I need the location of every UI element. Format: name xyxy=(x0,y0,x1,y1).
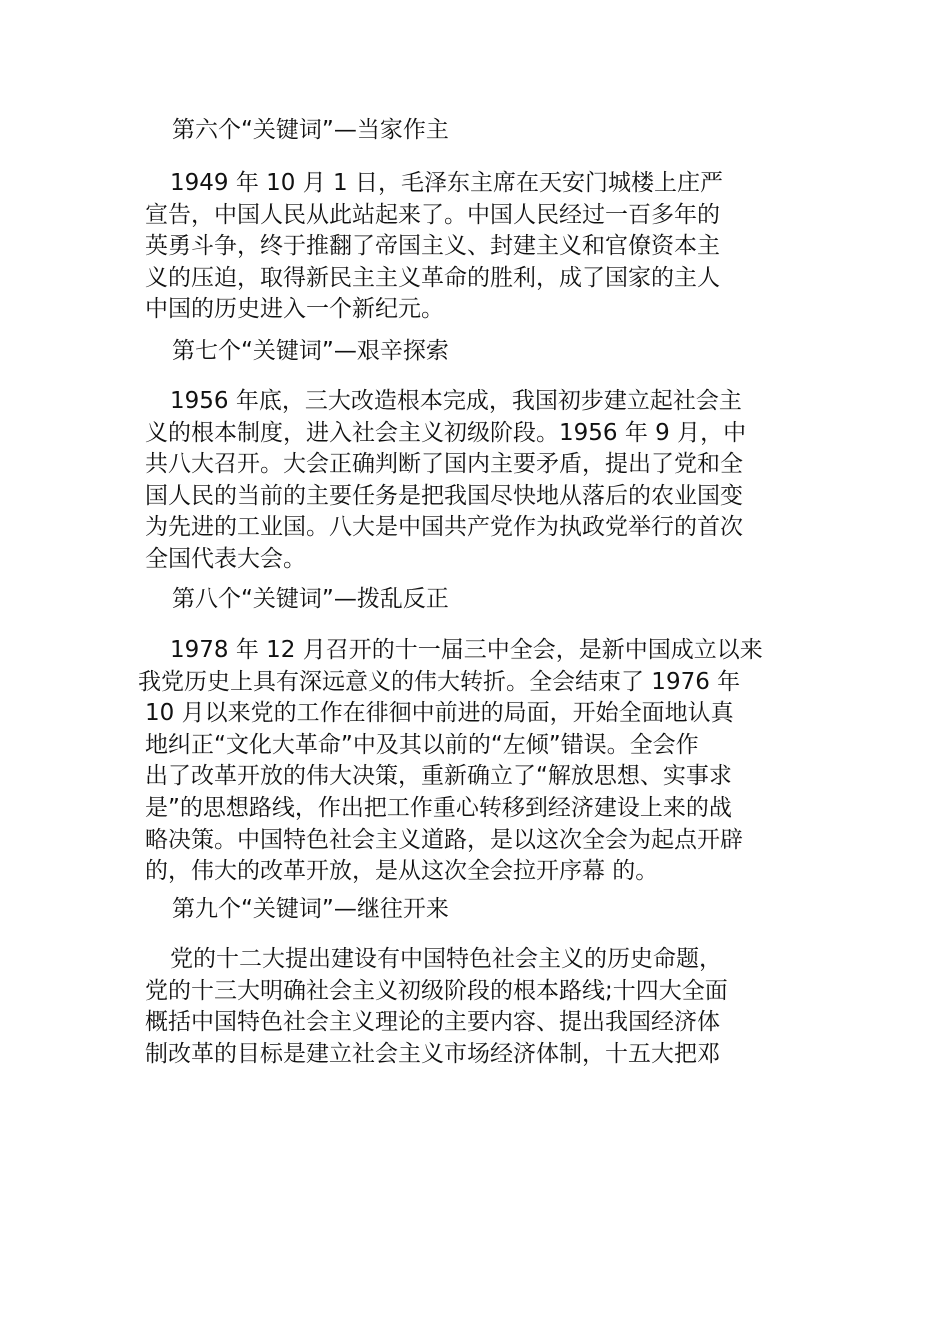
paragraph-line: 的，伟大的改革开放，是从这次全会拉开序幕 的。 xyxy=(145,858,659,885)
paragraph-line: 概括中国特色社会主义理论的主要内容、提出我国经济体 xyxy=(145,1009,720,1036)
paragraph-line: 1978 年 12 月召开的十一届三中全会，是新中国成立以来 xyxy=(170,637,763,663)
paragraph-line: 我党历史上具有深远意义的伟大转折。全会结束了 1976 年 xyxy=(138,668,741,695)
section-heading-7: 第七个“关键词”—艰辛探索 xyxy=(172,338,449,364)
section-paragraph-9 xyxy=(138,944,818,1070)
paragraph-line: 1956 年底，三大改造根本完成，我国初步建立起社会主 xyxy=(170,388,742,414)
paragraph-line: 义的根本制度，进入社会主义初级阶段。1956 年 9 月，中 xyxy=(145,419,747,446)
paragraph-line: 国人民的当前的主要任务是把我国尽快地从落后的农业国变 xyxy=(145,482,743,509)
paragraph-line: 1949 年 10 月 1 日，毛泽东主席在天安门城楼上庄严 xyxy=(170,170,723,196)
section-paragraph-6 xyxy=(138,168,818,326)
paragraph-line: 为先进的工业国。八大是中国共产党作为执政党举行的首次 xyxy=(145,514,743,541)
paragraph-line: 义的压迫，取得新民主主义革命的胜利，成了国家的主人 xyxy=(145,264,720,291)
paragraph-line: 英勇斗争，终于推翻了帝国主义、封建主义和官僚资本主 xyxy=(145,233,720,260)
section-heading-9: 第九个“关键词”—继往开来 xyxy=(172,896,449,922)
paragraph-line: 出了改革开放的伟大决策，重新确立了“解放思想、实事求 xyxy=(145,763,732,790)
paragraph-line: 共八大召开。大会正确判断了国内主要矛盾，提出了党和全 xyxy=(145,451,743,478)
paragraph-line: 党的十三大明确社会主义初级阶段的根本路线;十四大全面 xyxy=(145,977,728,1004)
paragraph-line: 地纠正“文化大革命”中及其以前的“左倾”错误。全会作 xyxy=(145,731,699,758)
section-paragraph-8 xyxy=(138,635,818,888)
section-heading-8: 第八个“关键词”—拨乱反正 xyxy=(172,586,449,612)
paragraph-line: 宣告，中国人民从此站起来了。中国人民经过一百多年的 xyxy=(145,201,720,228)
section-paragraph-7 xyxy=(138,386,818,576)
paragraph-line: 中国的历史进入一个新纪元。 xyxy=(145,296,444,323)
paragraph-line: 略决策。中国特色社会主义道路，是以这次全会为起点开辟 xyxy=(145,826,743,853)
paragraph-line: 制改革的目标是建立社会主义市场经济体制，十五大把邓 xyxy=(145,1040,720,1067)
section-heading-6: 第六个“关键词”—当家作主 xyxy=(172,117,449,143)
paragraph-line: 10 月以来党的工作在徘徊中前进的局面，开始全面地认真 xyxy=(145,700,734,727)
paragraph-line: 是”的思想路线，作出把工作重心转移到经济建设上来的战 xyxy=(145,794,732,821)
paragraph-line: 党的十二大提出建设有中国特色社会主义的历史命题， xyxy=(170,946,722,972)
paragraph-line: 全国代表大会。 xyxy=(145,545,306,572)
